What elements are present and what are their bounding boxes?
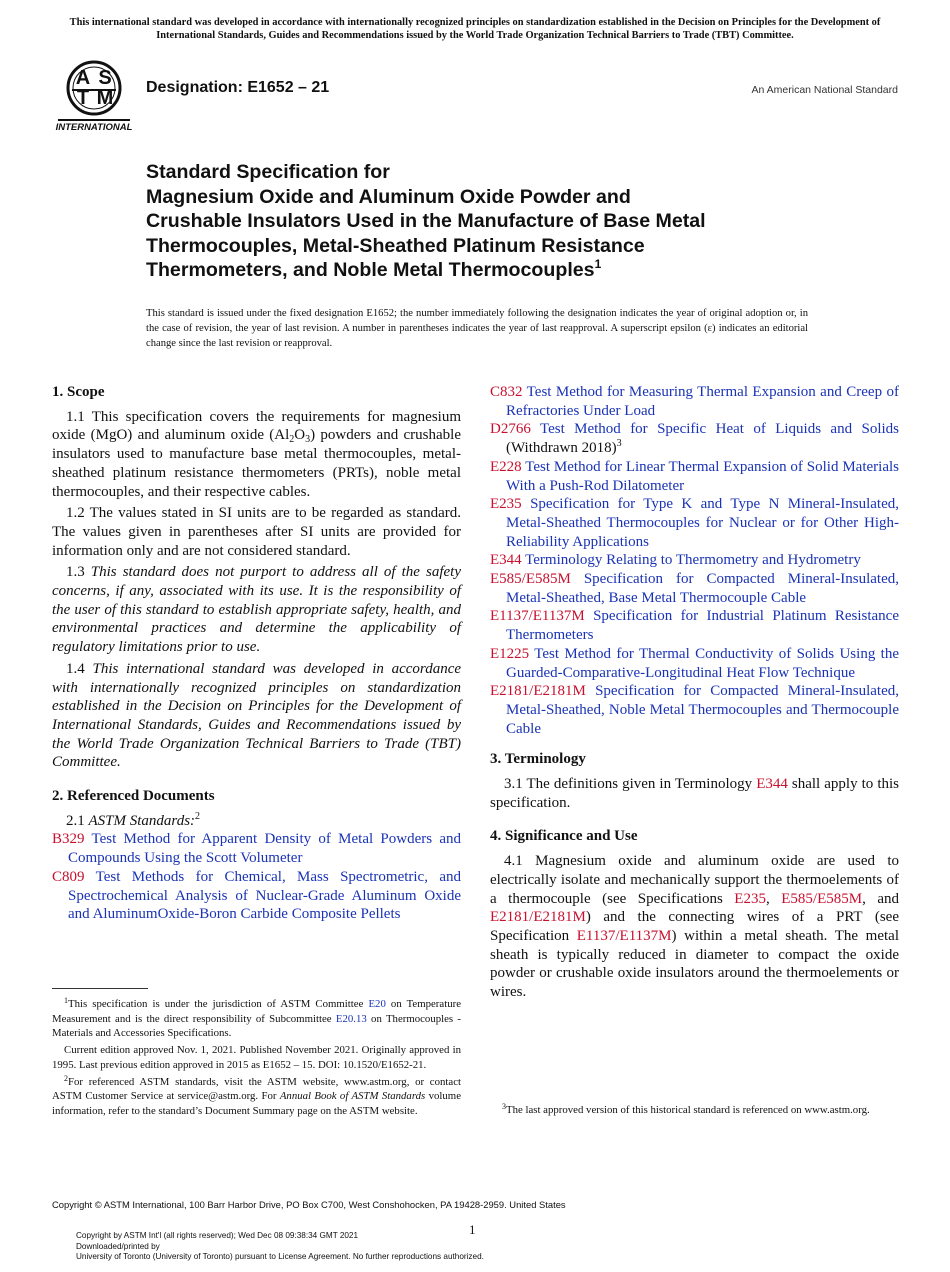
astm-seal-icon [68, 62, 120, 114]
committee-link[interactable]: E20 [368, 998, 386, 1010]
scope-paragraph-3: 1.3 This standard does not purport to address all of the safety concerns, if any, associated with its use. It is the responsibility of the user of this standard to establish appropriate safety, health, and environmental practices and determine the applicability of regulatory limitations prior to use. [52, 564, 461, 656]
reference-item[interactable]: E2181/E2181M Specification for Compacted Mineral-Insulated, Metal-Sheathed, Noble Metal Thermocouples and Thermocouple Cable [490, 683, 899, 737]
page-number: 1 [469, 1222, 476, 1237]
title-line: Thermometers, and Noble Metal Thermocouples$^1$ [146, 257, 602, 281]
national-standard-label: An American National Standard [751, 84, 898, 96]
section-heading-referenced-documents: 2. Referenced Documents [52, 788, 215, 805]
reference-link[interactable]: E2181/E2181M [490, 909, 586, 926]
reference-link[interactable]: E585/E585M [781, 890, 863, 907]
top-note: This international standard was developed in accordance with internationally recognized principles on standardization established in the Decision on Principles for the Development of International Standards, Guides and Recommendations issued by the World Trade Organization Technical Barriers to Trade (TBT) Committee. [69, 17, 881, 41]
reference-item[interactable]: C832 Test Method for Measuring Thermal Expansion and Creep of Refractories Under Load [490, 384, 899, 419]
footnote-3: $^3$The last approved version of this historical standard is referenced on www.astm.org. [502, 1102, 870, 1116]
copyright-line: Copyright © ASTM International, 100 Barr Harbor Drive, PO Box C700, West Conshohocken, PA 19428-2959. United States [52, 1199, 566, 1210]
scope-paragraph-1: 1.1 This specification covers the requirements for magnesium oxide (MgO) and aluminum oxide $(Al_2O_3)$ powders and crushable insulators used to manufacture base metal thermocouples, metal-sheathed platinum resistance thermometers (PRTs), noble metal thermocouples, and their respective cables. [52, 408, 461, 500]
section-heading-significance: 4. Significance and Use [490, 828, 638, 845]
astm-logo [52, 58, 136, 134]
reference-item[interactable]: E228 Test Method for Linear Thermal Expansion of Solid Materials With a Push-Rod Dilatometer [490, 458, 899, 494]
designation: Designation: E1652 – 21 [146, 79, 330, 96]
reference-item[interactable]: E1137/E1137M Specification for Industrial Platinum Resistance Thermometers [490, 608, 900, 644]
logo-subtext: INTERNATIONAL [55, 122, 133, 133]
reference-item[interactable]: E1225 Test Method for Thermal Conductivity of Solids Using the Guarded-Comparative-Longitudinal Heat Flow Technique [490, 645, 899, 681]
reference-item[interactable]: D2766 Test Method for Specific Heat of Liquids and Solids (Withdrawn 2018)$^3$ [490, 421, 899, 457]
footnote-1: $^1$This specification is under the jurisdiction of ASTM Committee E20 on Temperature Measurement and is the direct responsibility of Subcommittee E20.13 on Thermocouples - Materials and Accessories Specifications. [52, 996, 461, 1040]
footnotes-left [52, 988, 461, 1121]
footnotes-right [490, 1103, 899, 1120]
right-column [490, 383, 899, 1005]
title-line: Magnesium Oxide and Aluminum Oxide Powder and [146, 185, 631, 208]
title-line: Thermocouples, Metal-Sheathed Platinum Resistance [146, 234, 645, 257]
svg-text:M: M [96, 87, 114, 109]
reference-item[interactable]: E585/E585M Specification for Compacted Mineral-Insulated, Metal-Sheathed, Base Metal Thermocouple Cable [490, 571, 899, 606]
svg-text:S: S [98, 67, 112, 89]
footnote-1-edition: Current edition approved Nov. 1, 2021. Published November 2021. Originally approved in 1995. Last previous edition approved in 2015 as E1652 – 15. DOI: 10.1520/E1652-21. [52, 1044, 461, 1071]
document-title [146, 160, 826, 283]
footnote-divider [52, 988, 148, 989]
download-notice: Copyright by ASTM Int'l (all rights reserved); Wed Dec 08 09:38:34 GMT 2021 Downloaded/printed by University of Toronto (University of Toronto) pursuant to License Agreement. No further reproductions authorized. [76, 1231, 484, 1261]
left-column [52, 383, 461, 924]
reference-item[interactable]: E344 Terminology Relating to Thermometry and Hydrometry [490, 552, 861, 569]
reference-item[interactable]: C809 Test Methods for Chemical, Mass Spectrometric, and Spectrochemical Analysis of Nuclear-Grade Aluminum Oxide and AluminumOxide-Boron Carbide Composite Pellets [52, 868, 461, 923]
issue-note: This standard is issued under the fixed designation E1652; the number immediately following the designation indicates the year of original adoption or, in the case of revision, the year of last revision. A number in parentheses indicates the year of last reapproval. A superscript epsilon (ε) indicates an editorial change since the last revision or reapproval. [146, 308, 808, 349]
section-heading-terminology: 3. Terminology [490, 751, 586, 768]
significance-paragraph: 4.1 Magnesium oxide and aluminum oxide are used to electrically isolate and mechanically support the thermoelements of a thermocouple (see Specifications E235, E585/E585M, and E2181/E2181M) and the connecting wires of a PRT (see Specification E1137/E1137M) within a metal sheath. The metal sheath is typically reduced in diameter to compact the oxide powder or crushable oxide insulators around the thermoelements or wires. [490, 853, 899, 1001]
section-heading-scope: 1. Scope [52, 384, 105, 400]
reference-link[interactable]: E344 [756, 776, 788, 793]
terminology-paragraph: 3.1 The definitions given in Terminology E344 shall apply to this specification. [490, 776, 900, 811]
reference-link[interactable]: E1137/E1137M [576, 927, 672, 944]
title-line: Standard Specification for [146, 161, 390, 183]
svg-text:T: T [76, 87, 90, 109]
astm-standards-subheading: 2.1 ASTM Standards:$^2$ [66, 810, 201, 829]
scope-paragraph-2: 1.2 The values stated in SI units are to be regarded as standard. The values given in parentheses after SI units are provided for information only and are not considered standard. [52, 505, 461, 559]
reference-item[interactable]: B329 Test Method for Apparent Density of Metal Powders and Compounds Using the Scott Volumeter [52, 831, 461, 867]
title-line: Crushable Insulators Used in the Manufacture of Base Metal [146, 210, 706, 232]
reference-link[interactable]: E235 [734, 890, 766, 907]
subcommittee-link[interactable]: E20.13 [335, 1012, 367, 1025]
scope-paragraph-4: 1.4 This international standard was developed in accordance with internationally recognized principles on standardization established in the Decision on Principles for the Development of International Standards, Guides and Recommendations issued by the World Trade Organization Technical Barriers to Trade (TBT) Committee. [52, 660, 462, 771]
footnote-2: $^2$For referenced ASTM standards, visit the ASTM website, www.astm.org, or contact ASTM Customer Service at service@astm.org. For Annual Book of ASTM Standards volume information, refer to the standard’s Document Summary page on the ASTM website. [52, 1073, 461, 1117]
title-footnote-mark: 1 [594, 257, 602, 271]
svg-text:A: A [75, 67, 91, 89]
reference-item[interactable]: E235 Specification for Type K and Type N Mineral-Insulated, Metal-Sheathed Thermocouples for Nuclear or for Other High-Reliability Applications [490, 496, 900, 550]
